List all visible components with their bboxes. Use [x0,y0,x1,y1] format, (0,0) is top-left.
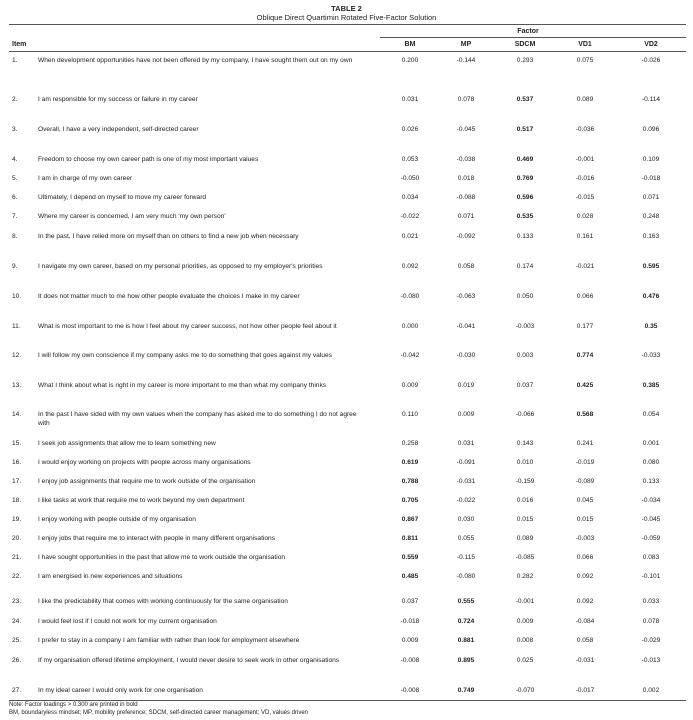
loading-vd2: 0.595 [642,263,660,270]
loading-vd1: 0.161 [576,233,594,240]
loading-vd2: -0.059 [641,535,661,542]
item-text: Where my career is concerned, I am very much 'my own person' [38,213,226,220]
loading-vd1: 0.092 [576,573,594,580]
loading-mp: -0.041 [456,323,476,330]
loading-mp: -0.030 [456,352,476,359]
loading-mp: 0.895 [457,657,475,664]
item-number: 11. [12,323,21,330]
item-number: 18. [12,497,22,504]
loading-mp: -0.031 [456,478,476,485]
loading-vd1: -0.019 [575,459,595,466]
loading-bm: 0.258 [401,440,419,447]
item-text: If my organisation offered lifetime employment, I would never desire to seek work in other organisations [38,657,340,664]
loading-vd2: -0.018 [641,175,661,182]
loading-vd2: 0.078 [642,618,660,625]
item-number: 7. [12,213,18,220]
item-number: 26. [12,657,22,664]
loading-vd1: 0.092 [576,598,594,605]
loading-vd1: -0.089 [575,478,595,485]
loading-vd1: 0.425 [576,382,594,389]
loading-vd1: -0.036 [575,126,595,133]
loading-bm: 0.021 [401,233,419,240]
loading-mp: -0.088 [456,194,476,201]
loading-vd1: 0.089 [576,96,594,103]
loading-vd1: 0.066 [576,554,594,561]
loading-vd2: 0.002 [642,687,660,694]
loading-mp: 0.055 [457,535,475,542]
loading-vd2: 0.096 [642,126,660,133]
column-header-vd1: VD1 [578,41,592,48]
loading-vd1: -0.017 [575,687,595,694]
item-text: I enjoy jobs that require me to interact with people in many different organisations [38,535,276,542]
item-text: I would feel lost if I could not work for my current organisation [38,618,217,625]
item-text: I would enjoy working on projects with people across many organisations [38,459,251,466]
loading-vd1: 0.066 [576,293,594,300]
loading-mp: 0.749 [457,687,475,694]
loading-bm: 0.026 [401,126,419,133]
item-text: I prefer to stay in a company I am familiar with rather than look for employment elsewhere [38,637,300,644]
loading-sdcm: 0.537 [516,96,534,103]
loading-sdcm: 0.015 [516,516,534,523]
item-text: Ultimately, I depend on myself to move my career forward [38,194,207,201]
loading-sdcm: 0.009 [516,618,534,625]
item-text: I enjoy job assignments that require me to work outside of the organisation [38,478,256,485]
item-number: 2. [12,96,18,103]
loading-vd1: 0.075 [576,57,594,64]
loading-mp: 0.058 [457,263,475,270]
loading-sdcm: -0.066 [515,411,535,418]
loading-vd1: -0.015 [575,194,595,201]
loading-mp: -0.080 [456,573,476,580]
loading-vd2: 0.071 [642,194,660,201]
loading-bm: 0.705 [401,497,419,504]
loading-sdcm: 0.008 [516,637,534,644]
loading-sdcm: 0.174 [516,263,534,270]
loading-vd2: 0.163 [642,233,660,240]
loading-mp: -0.045 [456,126,476,133]
loading-bm: 0.811 [401,535,419,542]
item-text: I seek job assignments that allow me to learn something new [38,440,216,447]
loading-bm: -0.050 [400,175,420,182]
item-number: 6. [12,194,18,201]
item-number: 4. [12,156,18,163]
loading-bm: 0.037 [401,598,419,605]
loading-vd2: 0.35 [644,323,658,330]
item-number: 17. [12,478,22,485]
item-number: 23. [12,598,22,605]
loading-sdcm: 0.050 [516,293,534,300]
item-number: 12. [12,352,22,359]
loading-sdcm: -0.159 [515,478,535,485]
loading-vd2: -0.026 [641,57,661,64]
item-number: 10. [12,293,22,300]
item-number: 14. [12,411,22,418]
loading-bm: -0.080 [400,293,420,300]
item-text: I will follow my own conscience if my company asks me to do something that goes against my values [38,352,332,359]
loading-mp: 0.078 [457,96,475,103]
item-number: 19. [12,516,22,523]
table-caption: Oblique Direct Quartimin Rotated Five-Factor Solution [256,13,437,22]
item-text: What is most important to me is how I feel about my career success, not how other people feel about it [38,323,337,330]
loading-bm: 0.110 [401,411,418,418]
loading-vd1: 0.177 [576,323,594,330]
loading-sdcm: 0.535 [516,213,534,220]
loading-mp: -0.091 [456,459,476,466]
loading-sdcm: -0.003 [515,323,535,330]
loading-vd2: 0.083 [642,554,660,561]
column-header-bm: BM [404,41,416,48]
loading-bm: 0.200 [401,57,419,64]
loading-sdcm: 0.469 [516,156,534,163]
item-number: 25. [12,637,22,644]
loading-mp: -0.022 [456,497,476,504]
loading-sdcm: 0.133 [516,233,534,240]
item-text: I have sought opportunities in the past that allow me to work outside the organisation [38,554,286,561]
loading-vd2: -0.101 [641,573,661,580]
loading-mp: -0.038 [456,156,476,163]
loading-bm: 0.000 [401,323,419,330]
item-number: 22. [12,573,22,580]
loading-sdcm: 0.282 [516,573,534,580]
loading-vd2: 0.133 [642,478,660,485]
loading-sdcm: 0.517 [516,126,534,133]
header-rule [9,51,686,52]
item-text: In my ideal career I would only work for one organisation [38,687,203,694]
item-number: 16. [12,459,22,466]
loading-mp: 0.009 [457,411,475,418]
item-number: 5. [12,175,18,182]
loading-bm: -0.022 [400,213,420,220]
item-text: In the past, I have relied more on myself than on others to find a new job when necessary [38,233,299,240]
loading-vd1: 0.568 [576,411,594,418]
loading-sdcm: -0.085 [515,554,535,561]
loading-vd2: 0.476 [642,293,660,300]
top-rule [9,24,686,25]
loading-bm: 0.034 [401,194,419,201]
loading-vd2: -0.029 [641,637,661,644]
loading-vd2: 0.385 [642,382,660,389]
item-text: Overall, I have a very independent, self-directed career [38,126,199,133]
bottom-rule [9,700,686,701]
item-number: 3. [12,126,18,133]
loading-bm: 0.788 [401,478,419,485]
loading-vd1: -0.084 [575,618,595,625]
item-text: It does not matter much to me how other people evaluate the choices I make in my career [38,293,300,300]
loading-vd1: 0.058 [576,637,594,644]
item-text: I navigate my own career, based on my personal priorities, as opposed to my employer's priorities [38,263,323,270]
item-number: 1. [12,57,18,64]
item-number: 9. [12,263,18,270]
loading-vd2: -0.033 [641,352,661,359]
loading-mp: 0.031 [457,440,475,447]
loading-bm: 0.559 [401,554,419,561]
item-number: 20. [12,535,22,542]
loading-bm: 0.619 [401,459,419,466]
loading-vd2: 0.248 [642,213,660,220]
factor-rule [380,37,686,38]
loading-vd2: 0.080 [642,459,660,466]
item-text: I am in charge of my own career [38,175,133,182]
loading-bm: 0.485 [401,573,419,580]
loading-mp: 0.881 [457,637,475,644]
loading-mp: 0.018 [457,175,475,182]
item-number: 15. [12,440,22,447]
loading-vd2: 0.054 [642,411,660,418]
item-number: 24. [12,618,22,625]
item-text: In the past I have sided with my own values when the company has asked me to do something I do not agree with [38,411,357,427]
item-header: Item [12,41,27,48]
loading-mp: 0.724 [457,618,475,625]
loading-vd2: 0.001 [642,440,660,447]
loading-bm: 0.053 [401,156,419,163]
loading-bm: 0.092 [401,263,419,270]
table-note-bold: Note: Factor loadings > 0.300 are printed in bold [9,702,138,708]
item-number: 8. [12,233,18,240]
loading-vd2: 0.109 [642,156,660,163]
loading-vd1: 0.045 [576,497,594,504]
factor-header: Factor [517,28,539,35]
loading-vd1: -0.003 [575,535,595,542]
item-text: When development opportunities have not been offered by my company, I have sought them out on my own [38,57,353,64]
loading-vd2: -0.034 [641,497,661,504]
item-text: I like the predictability that comes with working continuously for the same organisation [38,598,288,605]
column-header-sdcm: SDCM [514,41,536,48]
loading-vd1: -0.031 [575,657,595,664]
item-text: I like tasks at work that require me to work beyond my own department [38,497,245,504]
item-text: What I think about what is right in my career is more important to me than what my company thinks [38,382,327,389]
loading-vd1: -0.001 [575,156,595,163]
item-number: 21. [12,554,22,561]
loading-bm: -0.008 [400,687,420,694]
loading-vd1: 0.015 [576,516,594,523]
item-text: I am energised in new experiences and situations [38,573,183,580]
loading-vd1: 0.241 [576,440,594,447]
loading-vd2: 0.033 [642,598,660,605]
loading-sdcm: 0.596 [516,194,534,201]
loading-mp: -0.063 [456,293,476,300]
item-text: I am responsible for my success or failure in my career [38,96,198,103]
item-number: 13. [12,382,22,389]
loading-vd1: 0.028 [576,213,594,220]
loading-vd1: -0.016 [575,175,595,182]
loading-sdcm: 0.025 [516,657,534,664]
column-header-vd2: VD2 [644,41,658,48]
loading-sdcm: 0.089 [516,535,534,542]
loading-vd2: -0.013 [641,657,661,664]
loading-bm: -0.042 [400,352,420,359]
column-header-mp: MP [460,41,472,48]
loading-bm: 0.009 [401,382,419,389]
loading-mp: 0.555 [457,598,475,605]
loading-sdcm: -0.070 [515,687,535,694]
loading-mp: 0.019 [457,382,475,389]
loading-bm: 0.009 [401,637,419,644]
loading-sdcm: -0.001 [515,598,535,605]
table-note-abbreviations: BM, boundaryless mindset; MP, mobility preference; SDCM, self-directed career management; VD, values driven [9,710,309,716]
loading-mp: -0.092 [456,233,476,240]
item-number: 27. [12,687,22,694]
loading-mp: -0.115 [456,554,476,561]
item-text: I enjoy working with people outside of my organisation [38,516,196,523]
loading-vd1: -0.021 [575,263,595,270]
table-number: TABLE 2 [331,4,362,13]
loading-vd2: -0.045 [641,516,661,523]
loading-mp: 0.071 [457,213,475,220]
item-text: Freedom to choose my own career path is one of my most important values [38,156,259,163]
loading-sdcm: 0.016 [516,497,534,504]
loading-mp: -0.144 [456,57,476,64]
loading-sdcm: 0.003 [516,352,534,359]
loading-sdcm: 0.010 [516,459,534,466]
loading-vd2: -0.114 [641,96,661,103]
loading-mp: 0.030 [457,516,475,523]
loading-sdcm: 0.769 [516,175,534,182]
loading-vd1: 0.774 [576,352,594,359]
loading-bm: 0.867 [401,516,419,523]
loading-bm: -0.008 [400,657,420,664]
loading-bm: 0.031 [401,96,419,103]
loading-sdcm: 0.143 [516,440,534,447]
loading-sdcm: 0.293 [516,57,534,64]
loading-sdcm: 0.037 [516,382,534,389]
loading-bm: -0.018 [400,618,420,625]
